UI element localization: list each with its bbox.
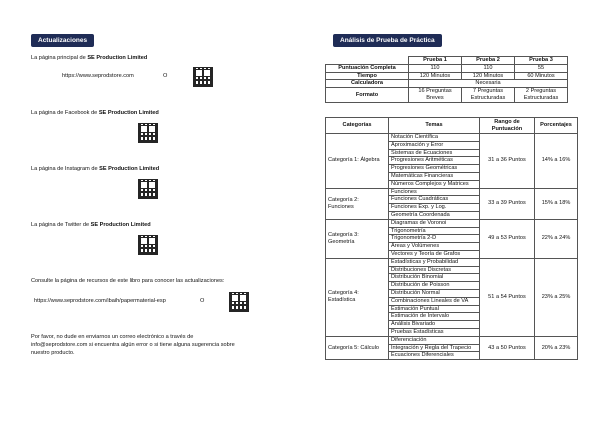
topic-cell: Trigonometría bbox=[389, 227, 480, 235]
row-header: Calculadora bbox=[326, 80, 409, 88]
table-row bbox=[326, 64, 568, 72]
topic-cell: Diagramas de Voronoi bbox=[389, 219, 480, 227]
instagram-text bbox=[31, 166, 159, 173]
or-label: O bbox=[163, 73, 168, 79]
topic-cell: Pruebas Estadísticas bbox=[389, 328, 480, 336]
twitter-prefix: La página de Twitter de bbox=[31, 222, 90, 228]
topic-cell: Estadísticas y Probabilidad bbox=[389, 258, 480, 266]
score-range-cell: 31 a 36 Puntos bbox=[480, 134, 535, 189]
twitter-text bbox=[31, 222, 151, 229]
updates-header: Actualizaciones bbox=[31, 34, 94, 47]
table-cell: 60 Minutos bbox=[515, 72, 568, 80]
qr-code-icon bbox=[229, 292, 249, 312]
topic-cell: Números Complejos y Matrices bbox=[389, 180, 480, 188]
table-row bbox=[326, 134, 578, 142]
row-header: Tiempo bbox=[326, 72, 409, 80]
contact-line-2: info@seprodstore.com si encuentra algún error o si tiene alguna sugerencia sobre bbox=[31, 342, 235, 348]
percentage-cell: 20% a 23% bbox=[535, 336, 578, 359]
column-header: Prueba 2 bbox=[462, 57, 515, 65]
column-header: Prueba 1 bbox=[409, 57, 462, 65]
row-header: Formato bbox=[326, 88, 409, 103]
topic-cell: Funciones bbox=[389, 188, 480, 196]
topic-cell: Sistemas de Ecuaciones bbox=[389, 149, 480, 157]
company-name: SE Production Limited bbox=[99, 166, 160, 172]
contact-line-3: nuestro producto. bbox=[31, 350, 75, 356]
facebook-prefix: La página de Facebook de bbox=[31, 110, 98, 116]
table-cell: Necesaria bbox=[409, 80, 568, 88]
table-row bbox=[326, 219, 578, 227]
qr-code-icon bbox=[138, 123, 158, 143]
column-header: Rango de Puntuación bbox=[480, 118, 535, 134]
or-label: O bbox=[200, 298, 205, 304]
topic-cell: Ecuaciones Diferenciales bbox=[389, 352, 480, 360]
table-cell: 110 bbox=[462, 64, 515, 72]
column-header: Temas bbox=[389, 118, 480, 134]
topic-cell: Geometría Coordenada bbox=[389, 211, 480, 219]
topic-cell: Distribuciones Discretas bbox=[389, 266, 480, 274]
topic-cell: Aproximación y Error bbox=[389, 141, 480, 149]
score-range-cell: 33 a 39 Puntos bbox=[480, 188, 535, 219]
score-range-cell: 49 a 53 Puntos bbox=[480, 219, 535, 258]
qr-code-icon bbox=[138, 235, 158, 255]
category-cell: Categoría 2: Funciones bbox=[326, 188, 389, 219]
topic-cell: Estimación Puntual bbox=[389, 305, 480, 313]
company-name: SE Production Limited bbox=[90, 222, 151, 228]
company-name: SE Production Limited bbox=[87, 55, 148, 61]
company-name: SE Production Limited bbox=[98, 110, 159, 116]
topic-cell: Funciones Cuadráticas bbox=[389, 196, 480, 204]
table-row bbox=[326, 336, 578, 344]
percentage-cell: 14% a 16% bbox=[535, 134, 578, 189]
column-header: Categorías bbox=[326, 118, 389, 134]
score-range-cell: 43 a 50 Puntos bbox=[480, 336, 535, 359]
topic-cell: Áreas y Volúmenes bbox=[389, 243, 480, 251]
table-row bbox=[326, 188, 578, 196]
topic-cell: Distribución Normal bbox=[389, 289, 480, 297]
score-range-cell: 51 a 54 Puntos bbox=[480, 258, 535, 336]
table-header-row bbox=[326, 57, 568, 65]
empty-header bbox=[326, 57, 409, 65]
table-row bbox=[326, 72, 568, 80]
percentage-cell: 22% a 24% bbox=[535, 219, 578, 258]
table-row bbox=[326, 88, 568, 103]
table-row bbox=[326, 80, 568, 88]
qr-code-icon bbox=[193, 67, 213, 87]
practice-test-summary-table bbox=[325, 56, 568, 103]
category-cell: Categoría 4: Estadística bbox=[326, 258, 389, 336]
topic-cell: Integración y Regla del Trapecio bbox=[389, 344, 480, 352]
categories-table bbox=[325, 117, 578, 360]
table-header-row bbox=[326, 118, 578, 134]
column-header: Prueba 3 bbox=[515, 57, 568, 65]
table-cell: 120 Minutos bbox=[409, 72, 462, 80]
topic-cell: Progresiones Geométricas bbox=[389, 165, 480, 173]
topic-cell: Progresiones Aritméticas bbox=[389, 157, 480, 165]
topic-cell: Combinaciones Lineales de VA bbox=[389, 297, 480, 305]
topic-cell: Funciones Exp. y Log. bbox=[389, 204, 480, 212]
topic-cell: Estimación de Intervalo bbox=[389, 313, 480, 321]
topic-cell: Distribución Binomial bbox=[389, 274, 480, 282]
table-cell: 120 Minutos bbox=[462, 72, 515, 80]
topic-cell: Trigonometría 2-D bbox=[389, 235, 480, 243]
analysis-header: Análisis de Prueba de Práctica bbox=[333, 34, 442, 47]
column-header: Porcentajes bbox=[535, 118, 578, 134]
topic-cell: Análisis Bivariado bbox=[389, 321, 480, 329]
category-cell: Categoría 3: Geometría bbox=[326, 219, 389, 258]
table-cell: 7 Preguntas Estructuradas bbox=[462, 88, 515, 103]
topic-cell: Distribución de Poisson bbox=[389, 282, 480, 290]
topic-cell: Notación Científica bbox=[389, 134, 480, 142]
row-header: Puntuación Completa bbox=[326, 64, 409, 72]
category-cell: Categoría 1: Álgebra bbox=[326, 134, 389, 189]
category-cell: Categoría 5: Cálculo bbox=[326, 336, 389, 359]
table-cell: 110 bbox=[409, 64, 462, 72]
resources-text: Consulte la página de recursos de este libro para conocer las actualizaciones: bbox=[31, 278, 225, 284]
table-row bbox=[326, 258, 578, 266]
table-cell: 16 Preguntas Breves bbox=[409, 88, 462, 103]
topic-cell: Matemáticas Financieras bbox=[389, 172, 480, 180]
main-page-text bbox=[31, 55, 147, 62]
table-cell: 2 Preguntas Estructuradas bbox=[515, 88, 568, 103]
table-cell: 55 bbox=[515, 64, 568, 72]
topic-cell: Vectores y Teoría de Grafos bbox=[389, 250, 480, 258]
percentage-cell: 15% a 18% bbox=[535, 188, 578, 219]
contact-line-1: Por favor, no dude en enviarnos un correo electrónico a través de bbox=[31, 334, 194, 340]
topic-cell: Diferenciación bbox=[389, 336, 480, 344]
facebook-text bbox=[31, 110, 159, 117]
main-page-prefix: La página principal de bbox=[31, 55, 86, 61]
resources-url[interactable]: https://www.seprodstore.com/ibaih/papermaterial-esp bbox=[34, 298, 166, 304]
instagram-prefix: La página de Instagram de bbox=[31, 166, 98, 172]
main-url[interactable]: https://www.seprodstore.com bbox=[62, 73, 134, 79]
percentage-cell: 23% a 25% bbox=[535, 258, 578, 336]
qr-code-icon bbox=[138, 179, 158, 199]
